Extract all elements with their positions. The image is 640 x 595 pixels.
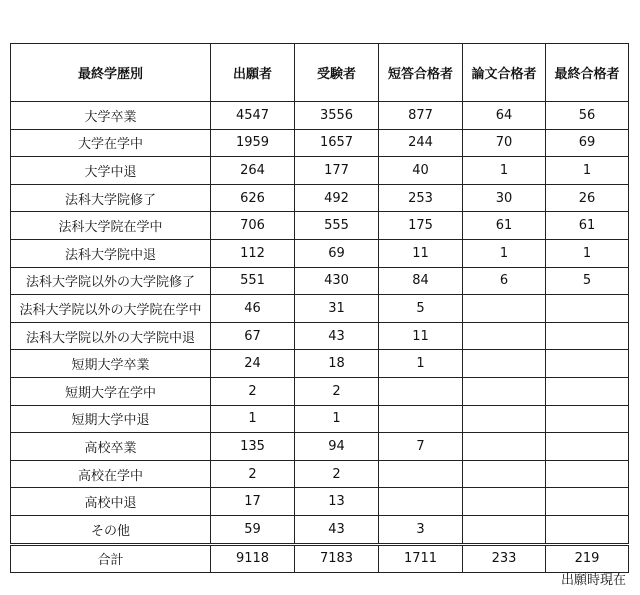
cell-essay-passers [463, 350, 546, 378]
cell-short-answer-passers [379, 377, 463, 405]
cell-category: 高校卒業 [11, 433, 211, 461]
cell-essay-passers: 70 [463, 129, 546, 157]
cell-final-passers: 26 [546, 184, 629, 212]
cell-examinees: 492 [295, 184, 379, 212]
results-table [10, 43, 629, 573]
table-row [11, 102, 629, 130]
header-applicants: 出願者 [211, 44, 295, 102]
cell-final-passers [546, 515, 629, 544]
total-short-answer-passers: 1711 [379, 544, 463, 572]
cell-examinees: 18 [295, 350, 379, 378]
table-header [11, 44, 629, 102]
cell-category: 法科大学院以外の大学院中退 [11, 322, 211, 350]
cell-short-answer-passers [379, 460, 463, 488]
cell-category: 高校中退 [11, 488, 211, 516]
cell-final-passers [546, 488, 629, 516]
cell-applicants: 135 [211, 433, 295, 461]
header-examinees: 受験者 [295, 44, 379, 102]
cell-examinees: 555 [295, 212, 379, 240]
table-row [11, 433, 629, 461]
cell-category: 法科大学院修了 [11, 184, 211, 212]
cell-applicants: 4547 [211, 102, 295, 130]
cell-final-passers [546, 460, 629, 488]
cell-essay-passers [463, 460, 546, 488]
total-applicants: 9118 [211, 544, 295, 572]
table-body [11, 102, 629, 545]
cell-short-answer-passers: 11 [379, 239, 463, 267]
cell-short-answer-passers: 84 [379, 267, 463, 295]
cell-applicants: 112 [211, 239, 295, 267]
as-of-note: 出願時現在 [560, 573, 626, 588]
cell-applicants: 2 [211, 460, 295, 488]
cell-applicants: 1959 [211, 129, 295, 157]
cell-final-passers: 69 [546, 129, 629, 157]
cell-examinees: 177 [295, 157, 379, 185]
table-row [11, 239, 629, 267]
total-essay-passers: 233 [463, 544, 546, 572]
cell-examinees: 43 [295, 515, 379, 544]
cell-applicants: 17 [211, 488, 295, 516]
cell-final-passers: 1 [546, 239, 629, 267]
cell-applicants: 24 [211, 350, 295, 378]
cell-examinees: 3556 [295, 102, 379, 130]
cell-category: 高校在学中 [11, 460, 211, 488]
table-row [11, 157, 629, 185]
cell-essay-passers: 1 [463, 239, 546, 267]
cell-short-answer-passers: 40 [379, 157, 463, 185]
cell-final-passers: 61 [546, 212, 629, 240]
cell-examinees: 43 [295, 322, 379, 350]
cell-category: 短期大学在学中 [11, 377, 211, 405]
header-final-passers: 最終合格者 [546, 44, 629, 102]
header-row [11, 44, 629, 102]
cell-short-answer-passers: 7 [379, 433, 463, 461]
cell-applicants: 626 [211, 184, 295, 212]
cell-applicants: 706 [211, 212, 295, 240]
cell-essay-passers [463, 405, 546, 433]
cell-essay-passers [463, 377, 546, 405]
cell-category: 短期大学中退 [11, 405, 211, 433]
cell-examinees: 1 [295, 405, 379, 433]
cell-essay-passers: 61 [463, 212, 546, 240]
cell-applicants: 1 [211, 405, 295, 433]
table-row [11, 515, 629, 544]
cell-category: 法科大学院中退 [11, 239, 211, 267]
cell-category: その他 [11, 515, 211, 544]
table-row [11, 350, 629, 378]
cell-examinees: 94 [295, 433, 379, 461]
cell-examinees: 31 [295, 295, 379, 323]
cell-short-answer-passers: 1 [379, 350, 463, 378]
cell-applicants: 46 [211, 295, 295, 323]
cell-examinees: 2 [295, 377, 379, 405]
cell-applicants: 2 [211, 377, 295, 405]
table-footer [11, 544, 629, 572]
cell-category: 大学卒業 [11, 102, 211, 130]
cell-category: 法科大学院在学中 [11, 212, 211, 240]
cell-category: 大学在学中 [11, 129, 211, 157]
cell-applicants: 264 [211, 157, 295, 185]
cell-essay-passers: 64 [463, 102, 546, 130]
total-examinees: 7183 [295, 544, 379, 572]
table-row [11, 267, 629, 295]
cell-essay-passers [463, 295, 546, 323]
header-short-answer-passers: 短答合格者 [379, 44, 463, 102]
cell-final-passers [546, 295, 629, 323]
table-row [11, 405, 629, 433]
cell-category: 法科大学院以外の大学院修了 [11, 267, 211, 295]
header-essay-passers: 論文合格者 [463, 44, 546, 102]
cell-examinees: 2 [295, 460, 379, 488]
table-row [11, 460, 629, 488]
cell-category: 短期大学卒業 [11, 350, 211, 378]
table-row [11, 212, 629, 240]
cell-final-passers: 56 [546, 102, 629, 130]
table-row [11, 322, 629, 350]
cell-short-answer-passers [379, 488, 463, 516]
cell-essay-passers: 6 [463, 267, 546, 295]
total-label: 合計 [11, 544, 211, 572]
cell-category: 大学中退 [11, 157, 211, 185]
cell-short-answer-passers: 244 [379, 129, 463, 157]
cell-final-passers [546, 377, 629, 405]
cell-final-passers [546, 405, 629, 433]
table-row [11, 184, 629, 212]
cell-category: 法科大学院以外の大学院在学中 [11, 295, 211, 323]
table-row [11, 488, 629, 516]
cell-final-passers [546, 322, 629, 350]
cell-essay-passers [463, 433, 546, 461]
cell-essay-passers: 30 [463, 184, 546, 212]
cell-examinees: 69 [295, 239, 379, 267]
cell-short-answer-passers: 253 [379, 184, 463, 212]
cell-essay-passers [463, 515, 546, 544]
cell-final-passers [546, 433, 629, 461]
cell-short-answer-passers: 5 [379, 295, 463, 323]
cell-essay-passers [463, 488, 546, 516]
total-row [11, 544, 629, 572]
cell-examinees: 430 [295, 267, 379, 295]
cell-short-answer-passers: 3 [379, 515, 463, 544]
cell-short-answer-passers: 877 [379, 102, 463, 130]
total-final-passers: 219 [546, 544, 629, 572]
cell-short-answer-passers: 11 [379, 322, 463, 350]
cell-short-answer-passers: 175 [379, 212, 463, 240]
cell-examinees: 1657 [295, 129, 379, 157]
header-category: 最終学歴別 [11, 44, 211, 102]
cell-final-passers: 1 [546, 157, 629, 185]
cell-examinees: 13 [295, 488, 379, 516]
cell-final-passers [546, 350, 629, 378]
cell-final-passers: 5 [546, 267, 629, 295]
cell-short-answer-passers [379, 405, 463, 433]
table-row [11, 295, 629, 323]
table-row [11, 129, 629, 157]
cell-essay-passers: 1 [463, 157, 546, 185]
cell-applicants: 59 [211, 515, 295, 544]
table-row [11, 377, 629, 405]
cell-applicants: 551 [211, 267, 295, 295]
cell-essay-passers [463, 322, 546, 350]
cell-applicants: 67 [211, 322, 295, 350]
